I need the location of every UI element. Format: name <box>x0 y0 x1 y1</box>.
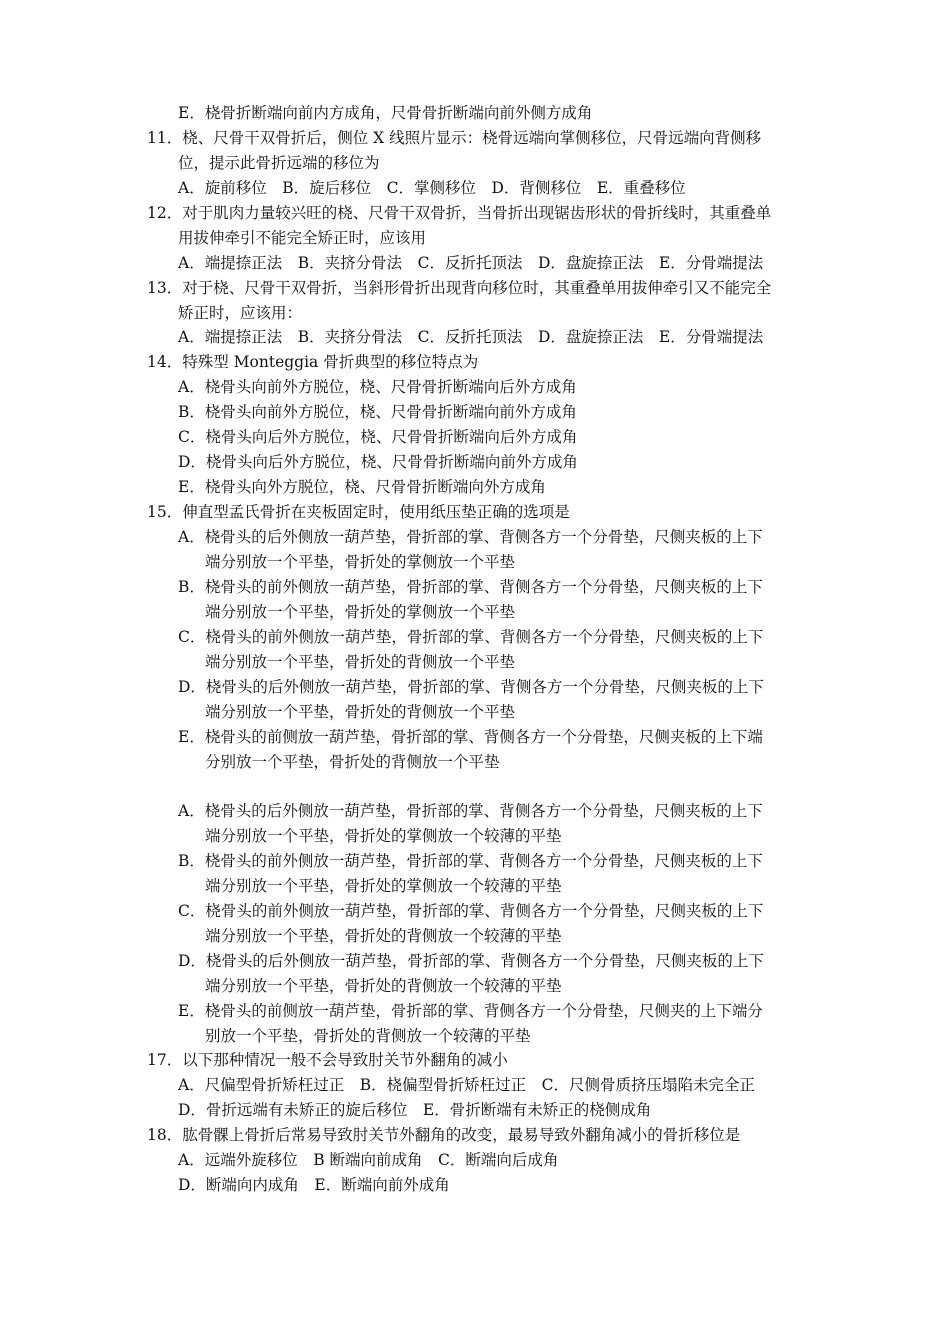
option-continuation: 端分别放一个平垫，骨折处的背侧放一个较薄的平垫 <box>205 927 562 945</box>
option-line: A．端提捺正法 B．夹挤分骨法 C．反折托顶法 D．盘旋捺正法 E．分骨端提法 <box>178 328 764 346</box>
option-line: E．桡骨头的前侧放一葫芦垫，骨折部的掌、背侧各方一个分骨垫，尺侧夹板的上下端 <box>178 728 763 746</box>
option-line: B．桡骨头向前外方脱位，桡、尺骨骨折断端向前外方成角 <box>178 403 577 421</box>
question-line: 12．对于肌肉力量较兴旺的桡、尺骨干双骨折，当骨折出现锯齿形状的骨折线时，其重叠单 <box>147 204 772 222</box>
option-continuation: 端分别放一个平垫，骨折处的掌侧放一个平垫 <box>205 603 516 621</box>
option-line: E．桡骨折断端向前内方成角，尺骨骨折断端向前外侧方成角 <box>178 104 593 122</box>
option-line: A．桡骨头的后外侧放一葫芦垫，骨折部的掌、背侧各方一个分骨垫，尺侧夹板的上下 <box>178 802 763 820</box>
option-line: D．断端向内成角 E．断端向前外成角 <box>178 1176 450 1194</box>
option-line: A．桡骨头的后外侧放一葫芦垫，骨折部的掌、背侧各方一个分骨垫，尺侧夹板的上下 <box>178 528 763 546</box>
question-line: 15．伸直型孟氏骨折在夹板固定时，使用纸压垫正确的选项是 <box>147 503 570 521</box>
question-line: 14．特殊型 Monteggia 骨折典型的移位特点为 <box>147 353 479 371</box>
option-line: D．骨折远端有未矫正的旋后移位 E．骨折断端有未矫正的桡侧成角 <box>178 1101 652 1119</box>
option-continuation: 端分别放一个平垫，骨折处的掌侧放一个较薄的平垫 <box>205 877 562 895</box>
option-continuation: 端分别放一个平垫，骨折处的掌侧放一个较薄的平垫 <box>205 827 562 845</box>
option-line: C．桡骨头的前外侧放一葫芦垫，骨折部的掌、背侧各方一个分骨垫，尺侧夹板的上下 <box>178 902 764 920</box>
question-line: 13．对于桡、尺骨干双骨折，当斜形骨折出现背向移位时，其重叠单用拔伸牵引又不能完全 <box>147 279 772 297</box>
question-line: 11．桡、尺骨干双骨折后，侧位 X 线照片显示：桡骨远端向掌侧移位，尺骨远端向背侧移 <box>147 129 762 147</box>
option-line: D．桡骨头的后外侧放一葫芦垫，骨折部的掌、背侧各方一个分骨垫，尺侧夹板的上下 <box>178 678 764 696</box>
option-line: A．尺偏型骨折矫枉过正 B．桡偏型骨折矫枉过正 C．尺侧骨质挤压塌陷未完全正 <box>178 1076 755 1094</box>
option-line: E．桡骨头的前侧放一葫芦垫，骨折部的掌、背侧各方一个分骨垫，尺侧夹的上下端分 <box>178 1002 763 1020</box>
option-continuation: 端分别放一个平垫，骨折处的背侧放一个较薄的平垫 <box>205 977 562 995</box>
option-line: D．桡骨头的后外侧放一葫芦垫，骨折部的掌、背侧各方一个分骨垫，尺侧夹板的上下 <box>178 952 764 970</box>
option-continuation: 别放一个平垫，骨折处的背侧放一个较薄的平垫 <box>205 1027 531 1045</box>
option-line: E．桡骨头向外方脱位，桡、尺骨骨折断端向外方成角 <box>178 478 546 496</box>
question-continuation: 矫正时，应该用： <box>178 304 303 322</box>
question-line: 18．肱骨髁上骨折后常易导致肘关节外翻角的改变，最易导致外翻角减小的骨折移位是 <box>147 1126 741 1144</box>
option-line: A．远端外旋移位 B 断端向前成角 C．断端向后成角 <box>178 1151 559 1169</box>
option-line: A．端提捺正法 B．夹挤分骨法 C．反折托顶法 D．盘旋捺正法 E．分骨端提法 <box>178 254 764 272</box>
option-line: C．桡骨头向后外方脱位，桡、尺骨骨折断端向后外方成角 <box>178 428 578 446</box>
option-line: D．桡骨头向后外方脱位，桡、尺骨骨折断端向前外方成角 <box>178 453 578 471</box>
option-line: C．桡骨头的前外侧放一葫芦垫，骨折部的掌、背侧各方一个分骨垫，尺侧夹板的上下 <box>178 628 764 646</box>
option-line: A．桡骨头向前外方脱位，桡、尺骨骨折断端向后外方成角 <box>178 378 577 396</box>
option-continuation: 分别放一个平垫，骨折处的背侧放一个平垫 <box>205 753 500 771</box>
option-continuation: 端分别放一个平垫，骨折处的掌侧放一个平垫 <box>205 553 516 571</box>
option-line: B．桡骨头的前外侧放一葫芦垫，骨折部的掌、背侧各方一个分骨垫，尺侧夹板的上下 <box>178 578 763 596</box>
option-continuation: 端分别放一个平垫，骨折处的背侧放一个平垫 <box>205 703 516 721</box>
option-line: A．旋前移位 B．旋后移位 C．掌侧移位 D．背侧移位 E．重叠移位 <box>178 179 686 197</box>
option-continuation: 端分别放一个平垫，骨折处的背侧放一个平垫 <box>205 653 516 671</box>
option-line: B．桡骨头的前外侧放一葫芦垫，骨折部的掌、背侧各方一个分骨垫，尺侧夹板的上下 <box>178 852 763 870</box>
question-line: 17．以下那种情况一般不会导致肘关节外翻角的减小 <box>147 1051 508 1069</box>
question-continuation: 用拔伸牵引不能完全矫正时，应该用 <box>178 229 427 247</box>
question-continuation: 位，提示此骨折远端的移位为 <box>178 154 380 172</box>
